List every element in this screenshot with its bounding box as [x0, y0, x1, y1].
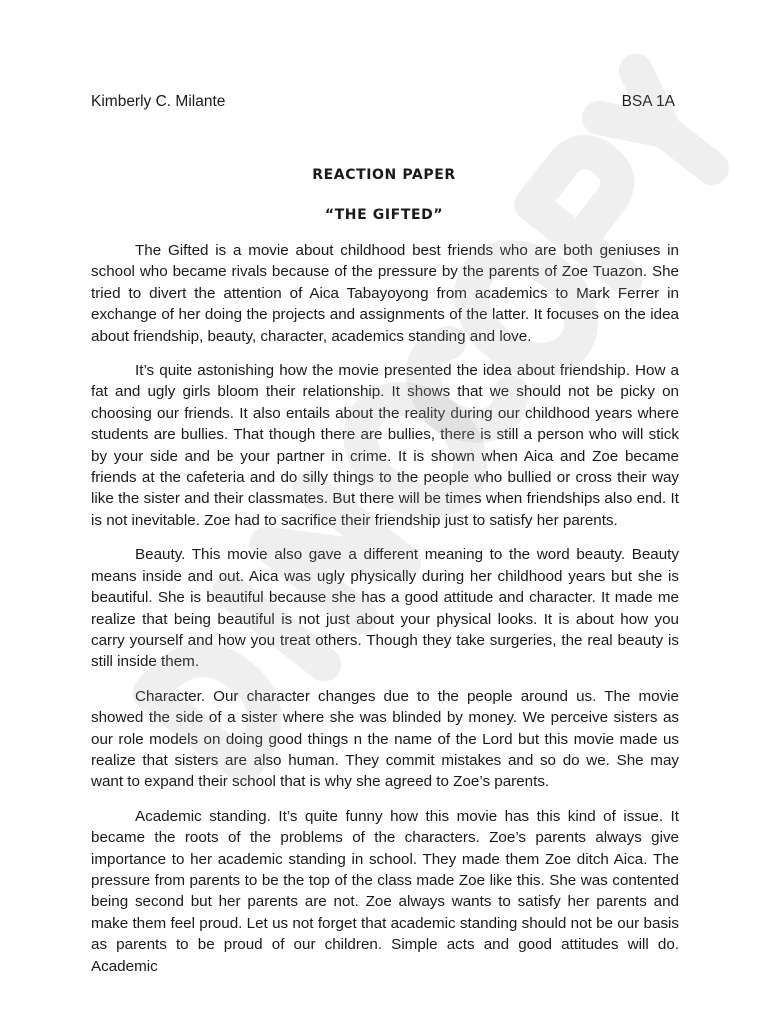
document-subtitle: “THE GIFTED” [324, 207, 444, 223]
section-label: BSA 1A [621, 93, 675, 110]
document-title: REACTION PAPER [312, 167, 456, 183]
paragraph: The Gifted is a movie about childhood best friends who are both geniuses in school who became rivals because of the pressure by the parents of Zoe Tuazon. She tried to divert the attention of Aica Tabayoyong from academics to Mark Ferrer in exchange of her doing the projects and assignments of the latter. It focuses on the idea about friendship, beauty, character, academics standing and love. [91, 242, 679, 345]
author-name: Kimberly C. Milante [91, 93, 226, 110]
paragraph: Academic standing. It’s quite funny how this movie has this kind of issue. It became the roots of the problems of the characters. Zoe’s parents always give importance to her academic standing in school. They made them Zoe ditch Aica. The pressure from parents to be the top of the class made Zoe like this. She was contented being second but her parents are not. Zoe always wants to satisfy her parents and make them feel proud. Let us not forget that academic standing should not be our basis as parents to be proud of our children. Simple acts and good attitudes will do. Academic [91, 807, 679, 975]
paragraph: Beauty. This movie also gave a different meaning to the word beauty. Beauty means inside and out. Aica was ugly physically during her childhood years but she is beautiful. She is beautiful because she has a good attitude and character. It made me realize that being beautiful is not just about your physical looks. It is about how you carry yourself and how you treat others. Though they take surgeries, the real beauty is still inside them. [91, 546, 679, 671]
document-body [91, 240, 679, 990]
paragraph: Character. Our character changes due to the people around us. The movie showed the side of a sister where she was blinded by money. We perceive sisters as our role models on doing good things n the name of the Lord but this movie made us realize that sisters are also human. They commit mistakes and so do we. She may want to expand their school that is why she agreed to Zoe’s parents. [91, 687, 679, 791]
paragraph: It’s quite astonishing how the movie presented the idea about friendship. How a fat and ugly girls bloom their relationship. It shows that we should not be picky on choosing our friends. It also entails about the reality during our childhood years where students are bullies. That though there are bullies, there is still a person who will stick by your side and be your partner in crime. It is shown when Aica and Zoe became friends at the cafeteria and do silly things to the people who bullied or cross their way like the sister and their classmates. But there will be times when friendships also end. It is not inevitable. Zoe had to sacrifice their friendship just to satisfy her parents. [91, 362, 679, 529]
document-header [91, 92, 675, 112]
